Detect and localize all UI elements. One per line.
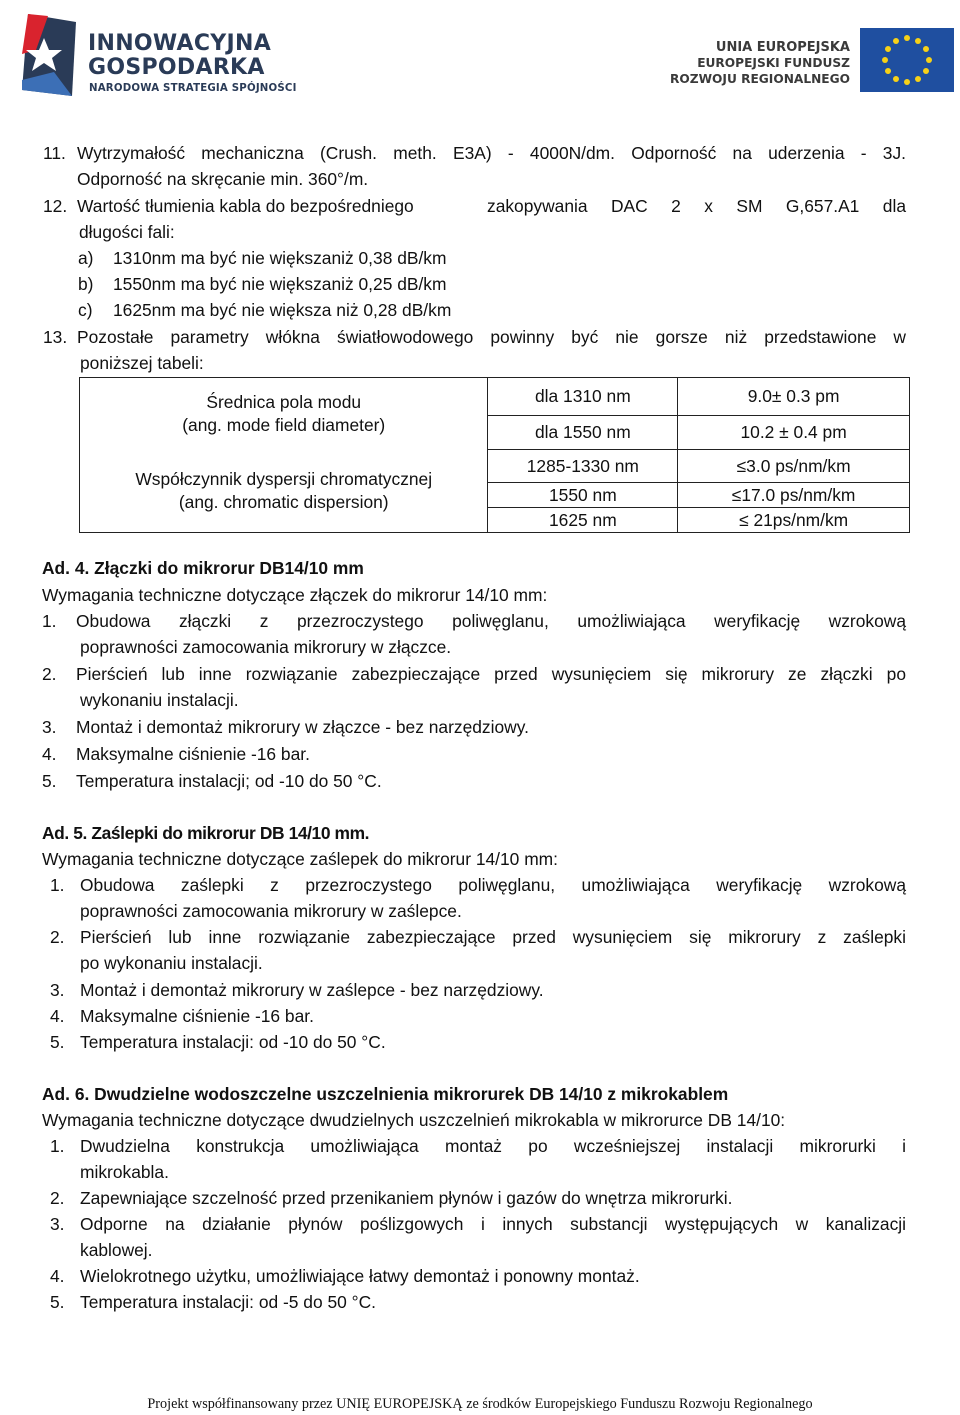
logo-title-line2: GOSPODARKA [88,55,265,80]
list-number: 1. [50,1136,65,1156]
item-11-line1: Wytrzymałość mechaniczna (Crush. meth. E3A) - 4000N/dm. Odporność na uderzenia - 3J. [77,143,906,163]
list-number: 2. [42,664,57,684]
sub-letter-a: a) [78,248,94,268]
cd-label-cell [80,450,488,533]
eu-logo-line1: UNIA EUROPEJSKA [715,40,850,55]
mfd-label-cell [80,378,488,450]
list-item-line1: Dwudzielna konstrukcja umożliwiająca montaż po wcześniejszej instalacji mikrorurki i [80,1136,906,1156]
list-number: 3. [50,1214,65,1234]
list-item-line1: Montaż i demontaż mikrorury w zaślepce - bez narzędziowy. [80,980,544,1000]
item-13-line1: Pozostałe parametry włókna światłowodowego powinny być nie gorsze niż przedstawione w [77,327,906,347]
page-footer: Projekt współfinansowany przez UNIĘ EUROPEJSKĄ ze środków Europejskiego Funduszu Rozwoju Regionalnego [147,1396,813,1412]
table-cell: 1550 nm [488,483,678,508]
list-item-line1: Maksymalne ciśnienie -16 bar. [76,744,310,764]
table-cell: 1625 nm [488,508,678,533]
mfd-label-line1: Średnica pola modu [206,391,362,412]
list-item-line2: poprawności zamocowania mikrorury w złączce. [80,637,452,657]
list-item-line1: Obudowa złączki z przezroczystego poliwęglanu, umożliwiająca weryfikację wzrokową [76,611,906,631]
list-item-line1: Wielokrotnego użytku, umożliwiające łatwy demontaż i ponowny montaż. [80,1266,640,1286]
list-number: 3. [50,980,65,1000]
list-item-line1: Odporne na działanie płynów poślizgowych i innych substancji występujących w kanalizacji [80,1214,906,1234]
list-number: 4. [50,1266,65,1286]
section-heading-ad4: Ad. 4. Złączki do mikrorur DB14/10 mm [42,558,364,578]
table-cell: 10.2 ± 0.4 pm [678,416,910,450]
list-item-line1: Pierścień lub inne rozwiązanie zabezpieczające przed wysunięciem się mikrorury z zaślepki [80,927,906,947]
list-item-line1: Maksymalne ciśnienie -16 bar. [80,1006,314,1026]
eu-logo-line3: ROZWOJU REGIONALNEGO [670,72,850,86]
sub-letter-b: b) [78,274,94,294]
item-12-line1a: Wartość tłumienia kabla do bezpośredniego [77,196,414,216]
table-row [80,450,910,483]
list-item-line2: mikrokabla. [80,1162,169,1182]
item-11-line2: Odporność na skręcanie min. 360°/m. [77,169,369,189]
list-number: 5. [50,1292,65,1312]
cd-label-line1: Współczynnik dyspersji chromatycznej [135,468,433,489]
sub-text-c: 1625nm ma być nie większa niż 0,28 dB/km [113,300,452,320]
item-number: 11. [43,143,66,163]
item-number: 12. [43,196,68,216]
list-number: 1. [50,875,65,895]
list-item-line1: Temperatura instalacji: od -5 do 50 °C. [80,1292,376,1312]
list-item-line2: poprawności zamocowania mikrorury w zaślepce. [80,901,462,921]
section-heading-ad5: Ad. 5. Zaślepki do mikrorur DB 14/10 mm. [42,823,370,843]
table-cell: ≤3.0 ps/nm/km [678,450,910,483]
table-cell: dla 1550 nm [488,416,678,450]
list-number: 2. [50,1188,65,1208]
innowacyjna-gospodarka-logo [14,10,304,102]
sub-letter-c: c) [78,300,93,320]
table-cell: dla 1310 nm [488,378,678,416]
list-item-line1: Temperatura instalacji; od -10 do 50 °C. [76,771,382,791]
logo-title-line1: INNOWACYJNA [88,31,272,56]
list-item-line1: Zapewniające szczelność przed przenikaniem płynów i gazów do wnętrza mikrorurki. [80,1188,733,1208]
eu-logo-line2: EUROPEJSKI FUNDUSZ [697,56,850,70]
list-item-line2: po wykonaniu instalacji. [80,953,263,973]
list-number: 4. [50,1006,65,1026]
list-number: 4. [42,744,57,764]
section-intro-ad5: Wymagania techniczne dotyczące zaślepek do mikrorur 14/10 mm: [42,849,558,869]
sub-text-b: 1550nm ma być nie większaniż 0,25 dB/km [113,274,447,294]
list-item-line1: Obudowa zaślepki z przezroczystego poliwęglanu, umożliwiająca weryfikację wzrokową [80,875,906,895]
table-cell: ≤17.0 ps/nm/km [678,483,910,508]
section-heading-ad6: Ad. 6. Dwudzielne wodoszczelne uszczelnienia mikrorurek DB 14/10 z mikrokablem [42,1084,729,1104]
list-item-line1: Pierścień lub inne rozwiązanie zabezpieczające przed wysunięciem się mikrorury ze złączki po [76,664,906,684]
item-12-line1b: zakopywania DAC 2 x SM G,657.A1 dla [487,196,906,216]
list-number: 3. [42,717,57,737]
list-number: 5. [50,1032,65,1052]
list-number: 2. [50,927,65,947]
cd-label-line2: (ang. chromatic dispersion) [178,491,389,512]
table-cell: 1285-1330 nm [488,450,678,483]
section-intro-ad4: Wymagania techniczne dotyczące złączek do mikrorur 14/10 mm: [42,585,548,605]
item-12-line2: długości fali: [79,222,175,242]
list-item-line2: kablowej. [80,1240,153,1260]
star-emblem-icon [14,10,84,102]
eu-flag-icon [860,28,954,92]
list-number: 5. [42,771,57,791]
item-13-line2: poniższej tabeli: [80,353,204,373]
table-row [80,378,910,416]
list-item-line1: Montaż i demontaż mikrorury w złączce - bez narzędziowy. [76,717,529,737]
list-item-line2: wykonaniu instalacji. [80,690,239,710]
table-cell: ≤ 21ps/nm/km [678,508,910,533]
fiber-parameters-table [79,377,910,533]
item-number: 13. [43,327,68,347]
section-intro-ad6: Wymagania techniczne dotyczące dwudzielnych uszczelnień mikrokabla w mikrorurce DB 14/10: [42,1110,786,1130]
list-item-line1: Temperatura instalacji: od -10 do 50 °C. [80,1032,386,1052]
sub-text-a: 1310nm ma być nie większaniż 0,38 dB/km [113,248,447,268]
list-number: 1. [42,611,57,631]
logo-subtitle: NARODOWA STRATEGIA SPÓJNOŚCI [89,83,297,94]
table-cell: 9.0± 0.3 pm [678,378,910,416]
mfd-label-line2: (ang. mode field diameter) [182,414,386,435]
